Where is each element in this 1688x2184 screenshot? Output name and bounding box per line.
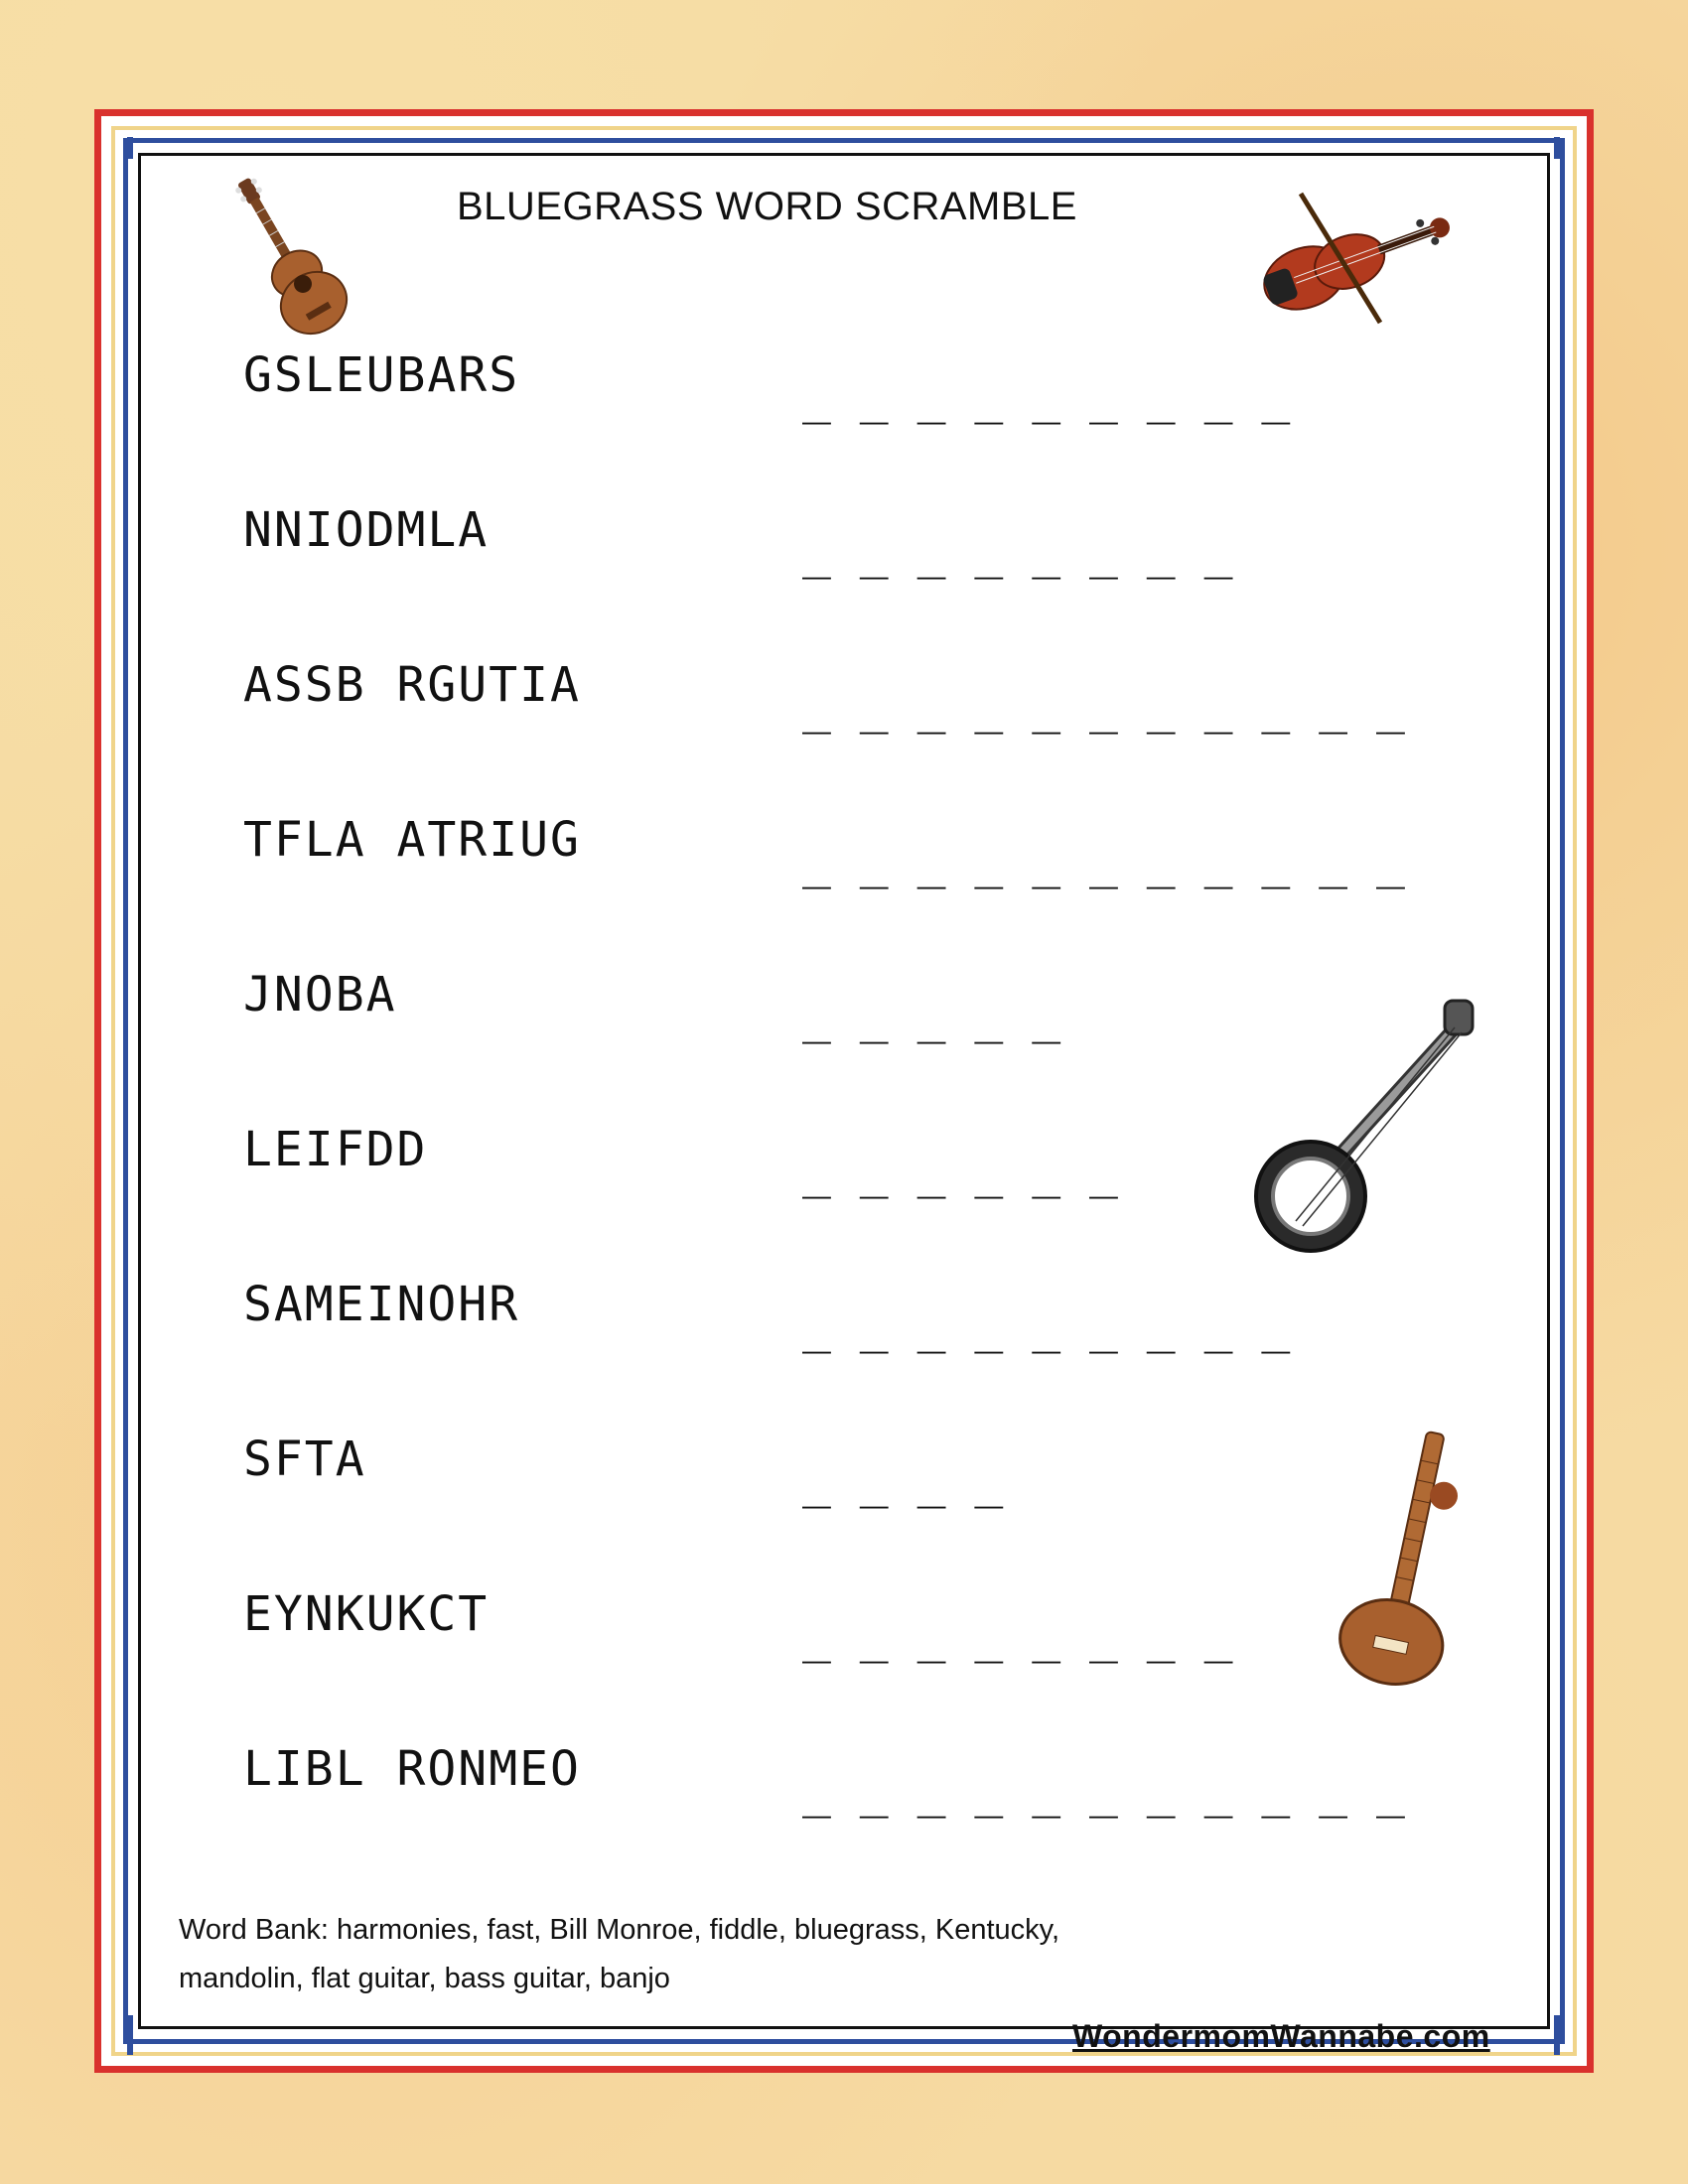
word-bank [179,1906,1172,2003]
answer-blanks[interactable]: _ _ _ _ _ _ _ _ _ _ _ [802,679,1405,735]
corner-post [1554,2015,1560,2055]
scrambled-word: SAMEINOHR [243,1277,520,1332]
answer-blanks[interactable]: _ _ _ _ _ _ _ _ _ _ _ [802,834,1405,889]
corner-post [127,2015,133,2055]
scrambled-word: TFLA ATRIUG [243,812,581,868]
ukulele-icon [204,159,372,357]
scrambled-word: NNIODMLA [243,502,490,558]
answer-blanks[interactable]: _ _ _ _ [802,1453,1004,1509]
scrambled-word: LIBL RONMEO [243,1741,581,1797]
violin-icon [1231,184,1475,333]
answer-blanks[interactable]: _ _ _ _ _ _ _ _ _ _ _ [802,1763,1405,1819]
corner-post [127,137,133,159]
scrambled-word: SFTA [243,1432,366,1487]
answer-blanks[interactable]: _ _ _ _ _ _ _ _ _ [802,1298,1291,1354]
answer-blanks[interactable]: _ _ _ _ _ _ _ _ [802,1608,1233,1664]
answer-blanks[interactable]: _ _ _ _ _ _ _ _ _ [802,369,1291,425]
scrambled-word: GSLEUBARS [243,347,520,403]
word-bank-line: Word Bank: harmonies, fast, Bill Monroe, fiddle, bluegrass, Kentucky, [179,1914,1060,1946]
answer-blanks[interactable]: _ _ _ _ _ _ [802,1144,1118,1199]
scrambled-word: LEIFDD [243,1122,428,1177]
scrambled-word: JNOBA [243,967,397,1023]
scrambled-word: EYNKUKCT [243,1586,490,1642]
word-bank-line: mandolin, flat guitar, bass guitar, banjo [179,1963,670,1994]
answer-blanks[interactable]: _ _ _ _ _ _ _ _ [802,524,1233,580]
scrambled-word: ASSB RGUTIA [243,657,581,713]
site-link[interactable]: WondermomWannabe.com [1072,2018,1490,2054]
corner-post [1554,137,1560,159]
answer-blanks[interactable]: _ _ _ _ _ [802,989,1061,1044]
page-title: BLUEGRASS WORD SCRAMBLE [457,185,1077,228]
